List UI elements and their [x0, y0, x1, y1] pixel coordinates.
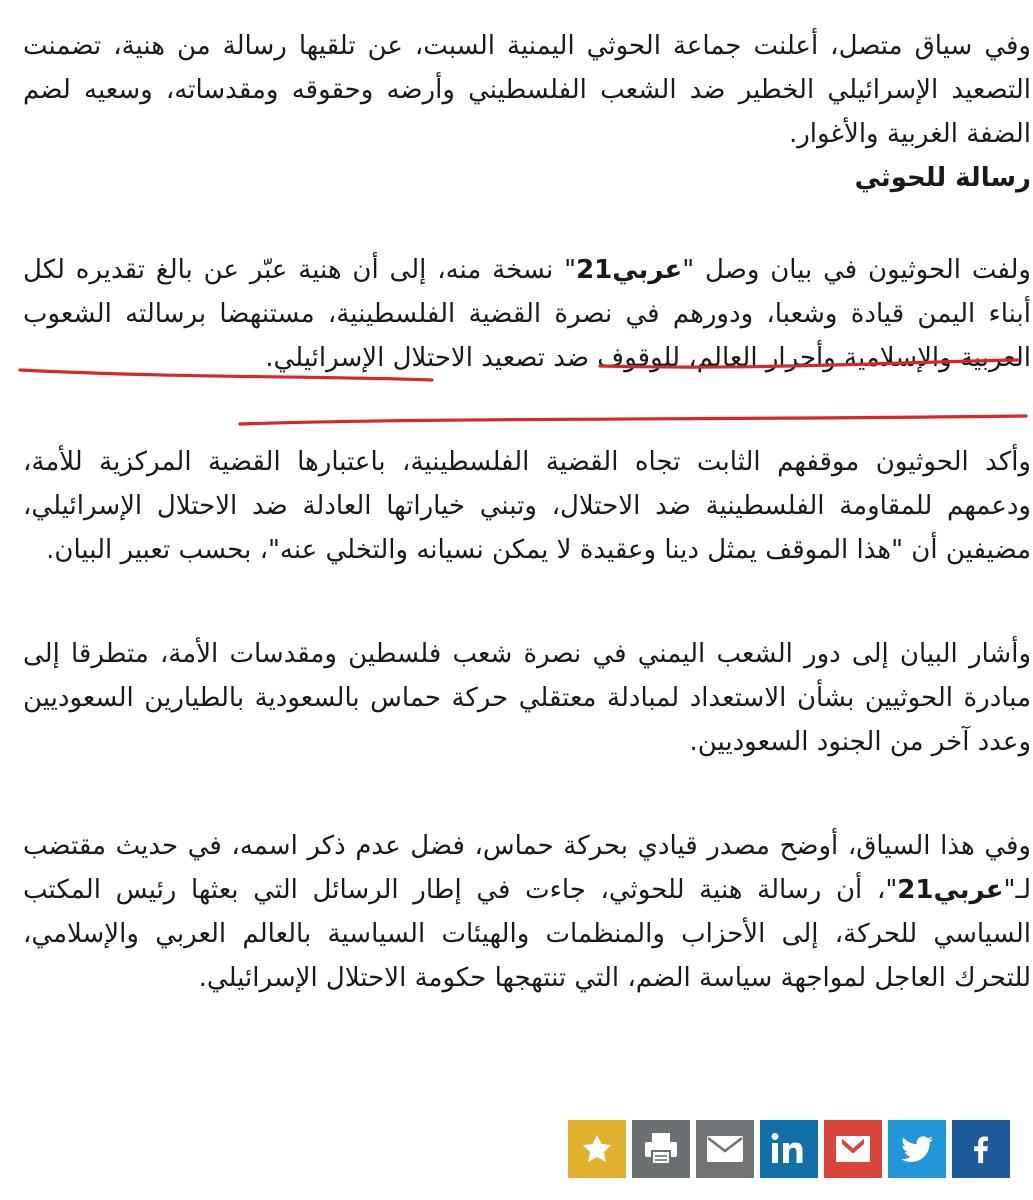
share-gmail-button[interactable] [824, 1120, 882, 1178]
favorite-button[interactable] [568, 1120, 626, 1178]
share-email-button[interactable] [696, 1120, 754, 1178]
paragraph-3: وأكد الحوثيون موقفهم الثابت تجاه القضية الفلسطينية، باعتبارها القضية المركزية للأمة، ودعمهم للمقاومة الفلسطينية ضد الاحتلال، وتبني خياراتها العادلة ضد الاحتلال الإسرائيلي، مضيفين أن "هذا الموقف يمثل دينا وعقيدة لا يمكن نسيانه والتخلي عنه"، بحسب تعبير البيان. [23, 447, 1031, 565]
paragraph-1: وفي سياق متصل، أعلنت جماعة الحوثي اليمنية السبت، عن تلقيها رسالة من هنية، تضمنت التصعيد الإسرائيلي الخطير ضد الشعب الفلسطيني وأرضه وحقوقه ومقدساته، وسعيه لضم الضفة الغربية والأغوار. [23, 31, 1031, 149]
share-linkedin-button[interactable] [760, 1120, 818, 1178]
gmail-icon [833, 1132, 873, 1166]
brand-name: عربي21 [897, 875, 1004, 905]
share-bar [568, 1120, 1010, 1178]
share-twitter-button[interactable] [888, 1120, 946, 1178]
email-icon [705, 1134, 745, 1164]
paragraph-5-text-end: "، أن رسالة هنية للحوثي، جاءت في إطار الرسائل التي بعثها رئيس المكتب السياسي للحركة، إلى الأحزاب والمنظمات والهيئات السياسية بالعالم العربي والإسلامي، للتحرك العاجل لمواجهة سياسة الضم، التي تنتهجها حكومة الاحتلال الإسرائيلي. [23, 875, 1031, 993]
share-facebook-button[interactable] [952, 1120, 1010, 1178]
print-button[interactable] [632, 1120, 690, 1178]
facebook-icon [964, 1132, 998, 1166]
paragraph-2-text-end: " نسخة منه، إلى أن هنية عبّر عن بالغ تقديره لكل أبناء اليمن قيادة وشعبا، ودورهم في نصرة القضية الفلسطينية، مستنهضا برسالته الشعوب العربية والإسلامية وأحرار العالم، للوقوف ضد تصعيد الاحتلال الإسرائيلي. [23, 255, 1031, 373]
twitter-icon [898, 1130, 936, 1168]
article-body [23, 24, 1031, 1000]
paragraph-2 [23, 248, 1031, 380]
subheading: رسالة للحوثي [854, 163, 1031, 193]
paragraph-5 [23, 824, 1031, 1000]
paragraph-5-text-start: وفي هذا السياق، أوضح مصدر قيادي بحركة حماس، فضل عدم ذكر اسمه، في حديث مقتضب لـ" [23, 831, 1031, 905]
paragraph-4: وأشار البيان إلى دور الشعب اليمني في نصرة شعب فلسطين ومقدسات الأمة، متطرقا إلى مبادرة الحوثيين بشأن الاستعداد لمبادلة معتقلي حركة حماس بالسعودية بالطيارين السعوديين وعدد آخر من الجنود السعوديين. [23, 639, 1031, 757]
paragraph-2-text-start: ولفت الحوثيون في بيان وصل " [682, 255, 1031, 285]
print-icon [642, 1131, 680, 1167]
brand-name: عربي21 [576, 255, 683, 285]
favorite-star-icon [579, 1131, 615, 1167]
linkedin-icon [769, 1131, 809, 1167]
